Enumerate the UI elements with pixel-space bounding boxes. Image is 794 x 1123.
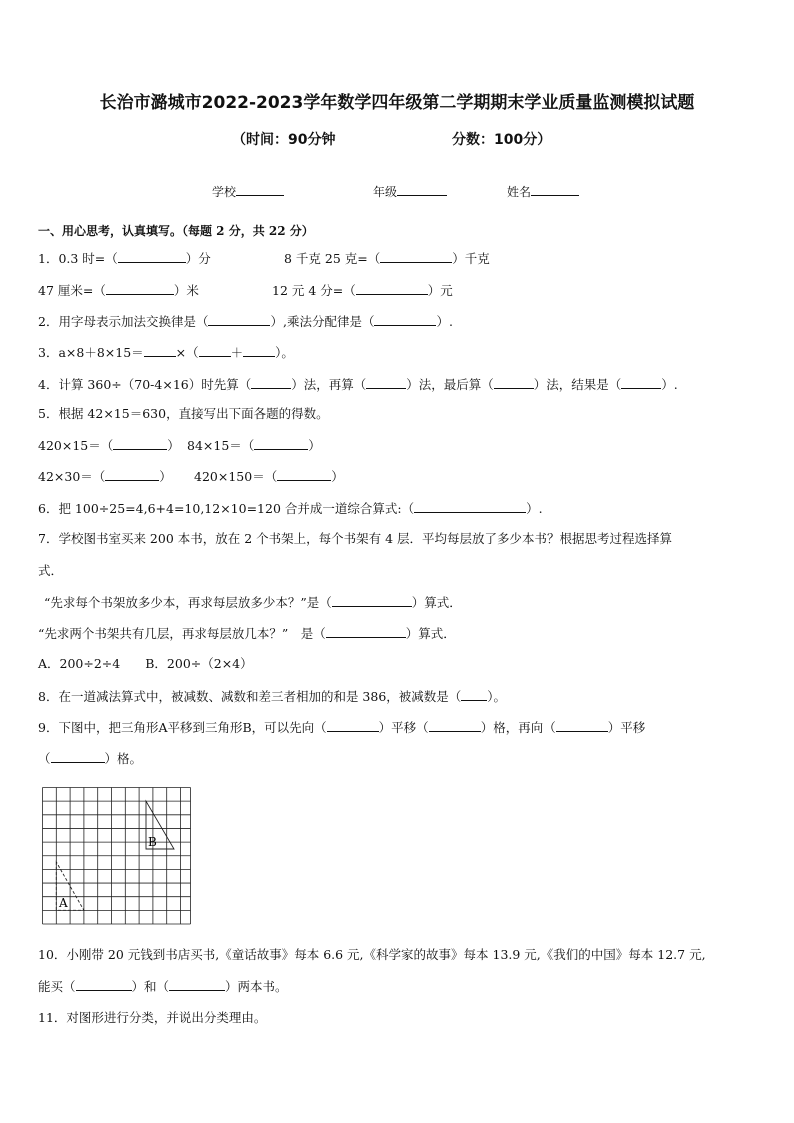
q1a-unit: ）分 bbox=[185, 251, 211, 266]
q1-line1 bbox=[38, 250, 211, 267]
q10-text-1: 能买（ bbox=[38, 979, 76, 994]
q1-line1b bbox=[284, 250, 490, 267]
q4-text-2: ）法，再算（ bbox=[291, 377, 367, 392]
q9-text-3: ）格，再向（ bbox=[480, 720, 556, 735]
triangle-a-label: A bbox=[59, 896, 68, 910]
q1d-blank[interactable] bbox=[356, 282, 428, 295]
q1b-text: 8 千克 25 克=（ bbox=[284, 251, 381, 266]
q9-text-4: ）平移 bbox=[607, 720, 646, 735]
school-field bbox=[212, 183, 284, 200]
q6-text-1: 6．把 100÷25=4,6+4=10,12×10=120 合并成一道综合算式:（ bbox=[38, 501, 415, 516]
q7-line3 bbox=[44, 594, 462, 611]
q9-line1 bbox=[38, 719, 645, 736]
q9-line2-end: ）格。 bbox=[104, 751, 143, 766]
q2-text-1: 2．用字母表示加法交换律是（ bbox=[38, 314, 209, 329]
q5a-blank[interactable] bbox=[113, 437, 167, 450]
q1b-blank[interactable] bbox=[380, 250, 452, 263]
q10-line1: 10．小刚带 20 元钱到书店买书,《童话故事》每本 6.6 元,《科学家的故事》每本 13.9 元,《我们的中国》每本 12.7 元, bbox=[38, 947, 706, 962]
q6-text-2: ）. bbox=[526, 501, 543, 516]
grade-label: 年级 bbox=[373, 185, 398, 199]
q10-blank-1[interactable] bbox=[76, 978, 132, 991]
q8-text-1: 8．在一道减法算式中，被减数、减数和差三者相加的和是 386，被减数是（ bbox=[38, 689, 462, 704]
q7-line1: 7．学校图书室买来 200 本书，放在 2 个书架上，每个书架有 4 层．平均每层放了多少本书？根据思考过程选择算 bbox=[38, 531, 673, 546]
q1d-text: 12 元 4 分=（ bbox=[272, 283, 356, 298]
grade-blank[interactable] bbox=[397, 183, 447, 196]
q7-line3-text: “先求每个书架放多少本，再求每层放多少本？”是（ bbox=[44, 595, 332, 610]
q1-line2b bbox=[272, 282, 453, 299]
q3-text-3: ＋ bbox=[230, 345, 244, 360]
q5-stem: 5．根据 42×15＝630，直接写出下面各题的得数。 bbox=[38, 406, 329, 421]
q9-blank-1[interactable] bbox=[327, 719, 379, 732]
q5b-text: 84×15＝（ bbox=[187, 438, 255, 453]
q5c-text: 42×30＝（ bbox=[38, 469, 106, 484]
page-title: 长治市潞城市2022-2023学年数学四年级第二学期期末学业质量监测模拟试题 bbox=[99, 93, 695, 113]
q5b-close: ） bbox=[308, 438, 321, 453]
q9-blank-4[interactable] bbox=[51, 750, 105, 763]
q7-line2: 式． bbox=[38, 563, 64, 578]
q5a-close: ） bbox=[167, 438, 180, 453]
q3-blank-2[interactable] bbox=[199, 344, 231, 357]
q1b-unit: ）千克 bbox=[452, 251, 490, 266]
q1a-text: 1．0.3 时=（ bbox=[38, 251, 118, 266]
q3 bbox=[38, 344, 294, 361]
q2-blank-1[interactable] bbox=[208, 313, 270, 326]
q5d-close: ） bbox=[331, 469, 344, 484]
q1c-text: 47 厘米=（ bbox=[38, 283, 106, 298]
q4-blank-3[interactable] bbox=[494, 376, 534, 389]
q6 bbox=[38, 500, 543, 517]
q7-line4-end: ）算式． bbox=[405, 626, 456, 641]
q4-text-5: ）. bbox=[661, 377, 678, 392]
q3-text-4: ）。 bbox=[275, 345, 294, 360]
q4-text-3: ）法，最后算（ bbox=[406, 377, 494, 392]
translation-grid-figure bbox=[42, 787, 192, 925]
q10-blank-2[interactable] bbox=[169, 978, 225, 991]
q2-blank-2[interactable] bbox=[374, 313, 436, 326]
q1-line2 bbox=[38, 282, 199, 299]
time-label: （时间：90分钟 bbox=[232, 132, 336, 148]
q9-blank-2[interactable] bbox=[429, 719, 481, 732]
q8-text-2: ）。 bbox=[487, 689, 507, 704]
q10-text-2: ）和（ bbox=[131, 979, 170, 994]
triangle-b-label: B bbox=[148, 835, 157, 849]
q9-text-1: 9．下图中，把三角形A平移到三角形B，可以先向（ bbox=[38, 720, 327, 735]
q2 bbox=[38, 313, 453, 330]
q4-blank-2[interactable] bbox=[366, 376, 406, 389]
q3-blank-3[interactable] bbox=[243, 344, 275, 357]
school-label: 学校 bbox=[212, 185, 237, 199]
q2-text-2: ）,乘法分配律是（ bbox=[270, 314, 375, 329]
q11-line1: 11．对图形进行分类，并说出分类理由。 bbox=[38, 1010, 267, 1025]
q5c-blank[interactable] bbox=[105, 468, 159, 481]
q3-blank-1[interactable] bbox=[144, 344, 176, 357]
q6-blank[interactable] bbox=[414, 500, 526, 513]
q5d-blank[interactable] bbox=[277, 468, 331, 481]
q5b-blank[interactable] bbox=[254, 437, 308, 450]
q9-blank-3[interactable] bbox=[556, 719, 608, 732]
q1c-blank[interactable] bbox=[106, 282, 174, 295]
q8-blank[interactable] bbox=[461, 688, 487, 701]
grade-field bbox=[373, 183, 447, 200]
q8 bbox=[38, 688, 506, 705]
q5a-text: 420×15＝（ bbox=[38, 438, 114, 453]
q4-text-1: 4．计算 360÷（70-4×16）时先算（ bbox=[38, 377, 252, 392]
q9-line2-open: （ bbox=[38, 751, 51, 766]
q5c-close: ） bbox=[159, 469, 172, 484]
q4-blank-4[interactable] bbox=[621, 376, 661, 389]
school-blank[interactable] bbox=[236, 183, 284, 196]
q4-blank-1[interactable] bbox=[251, 376, 291, 389]
q1a-blank[interactable] bbox=[118, 250, 186, 263]
q7-line4-text: “先求两个书架共有几层，再求每层放几本？” 是（ bbox=[38, 626, 326, 641]
q9-line2 bbox=[38, 750, 142, 767]
q10-line2 bbox=[38, 978, 288, 995]
q7-blank-1[interactable] bbox=[332, 594, 412, 607]
name-label: 姓名 bbox=[507, 185, 532, 199]
q5-line2b bbox=[194, 468, 344, 485]
q7-line4 bbox=[38, 625, 456, 642]
name-blank[interactable] bbox=[531, 183, 579, 196]
q5d-text: 420×150＝（ bbox=[194, 469, 278, 484]
q5-line1a bbox=[38, 437, 180, 454]
q2-text-3: ）. bbox=[436, 314, 453, 329]
q3-text-1: 3．a×8＋8×15＝ bbox=[38, 345, 144, 360]
q7-line3-end: ）算式． bbox=[411, 595, 462, 610]
section-heading: 一、用心思考，认真填写。（每题 2 分，共 22 分） bbox=[38, 224, 314, 238]
score-label: 分数：100分） bbox=[452, 132, 552, 148]
q9-text-2: ）平移（ bbox=[378, 720, 429, 735]
q3-text-2: ×（ bbox=[175, 345, 199, 360]
q10-text-3: ）两本书。 bbox=[225, 979, 288, 994]
q4 bbox=[38, 376, 678, 393]
q7-options: A．200÷2÷4 B．200÷（2×4） bbox=[38, 656, 253, 671]
q1d-unit: ）元 bbox=[427, 283, 453, 298]
q4-text-4: ）法，结果是（ bbox=[533, 377, 622, 392]
q5-line2a bbox=[38, 468, 172, 485]
q7-blank-2[interactable] bbox=[326, 625, 406, 638]
q1c-unit: ）米 bbox=[173, 283, 199, 298]
name-field bbox=[507, 183, 579, 200]
q5-line1b bbox=[187, 437, 321, 454]
